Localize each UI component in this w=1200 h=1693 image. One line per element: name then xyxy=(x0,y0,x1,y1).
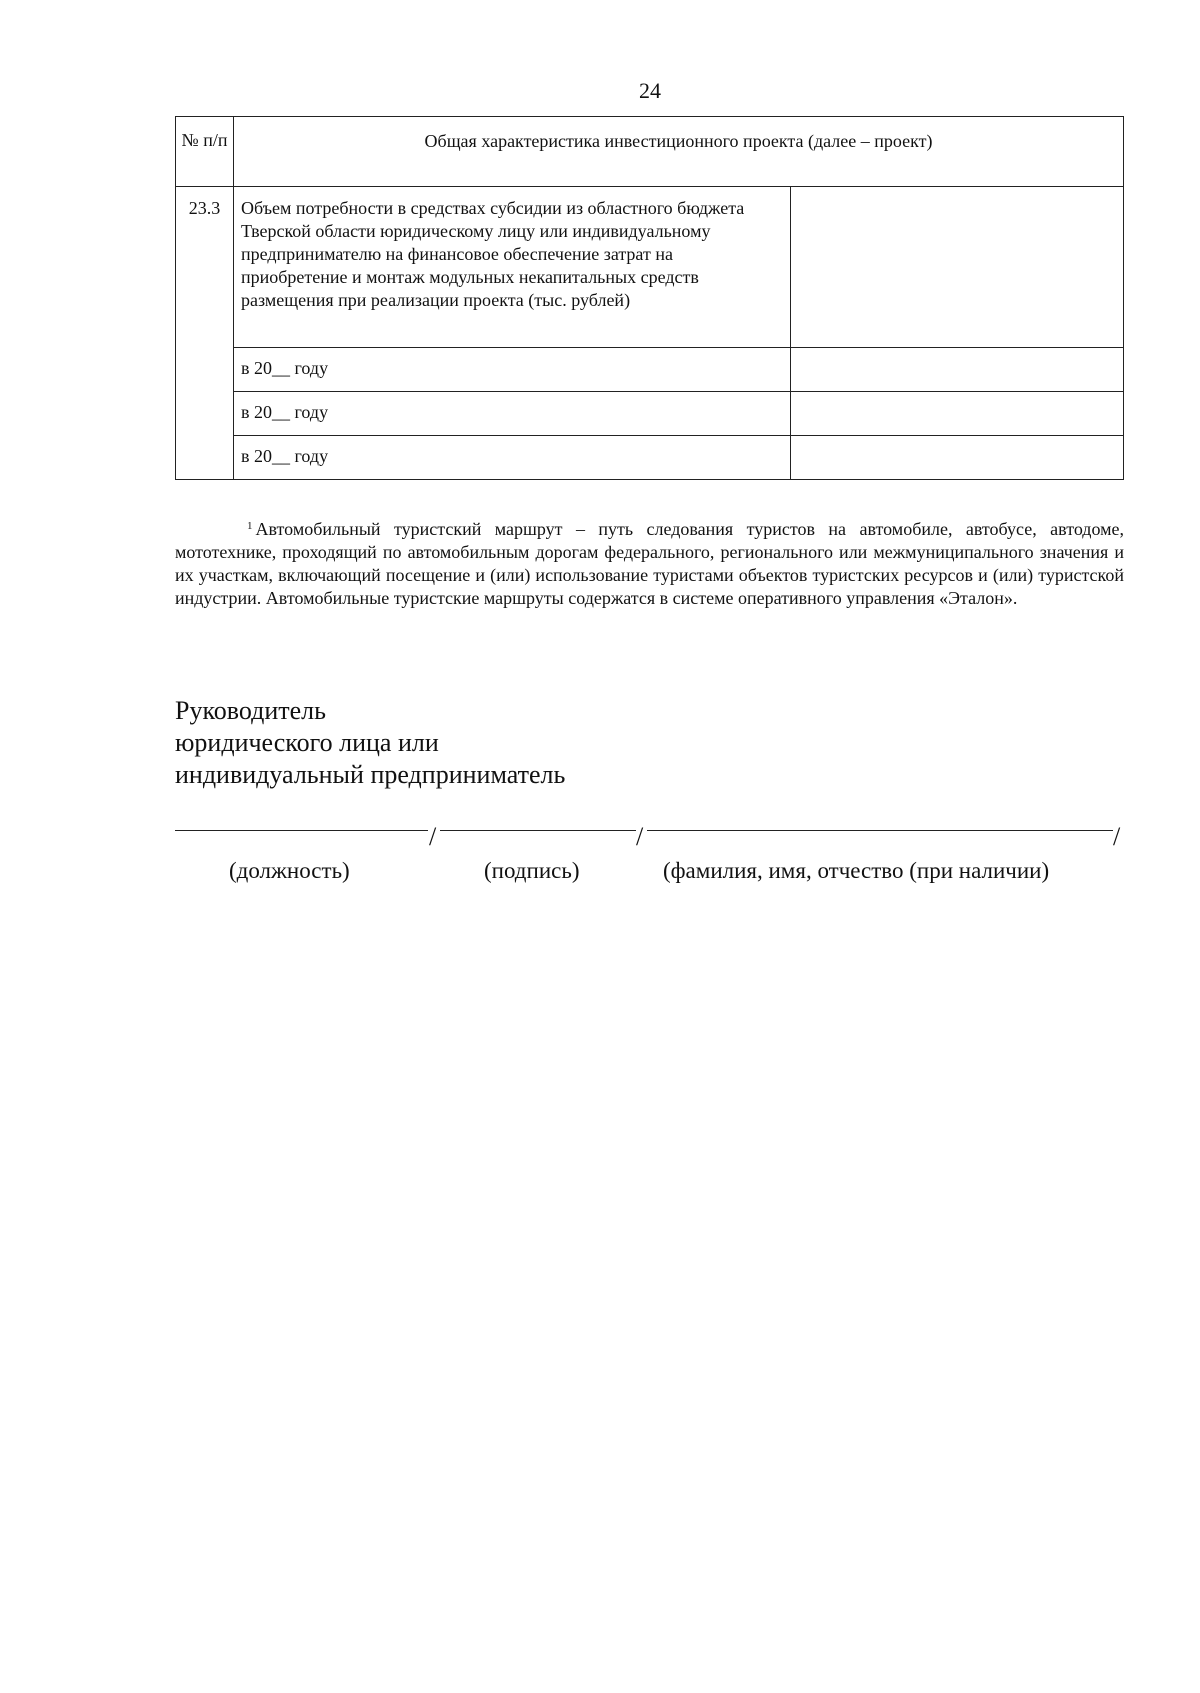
separator-slash: / xyxy=(636,822,644,851)
year-label: в 20__ году xyxy=(241,446,329,466)
separator-slash: / xyxy=(429,822,437,851)
position-field-line xyxy=(175,830,428,831)
row-description-cell xyxy=(234,187,791,348)
name-field-line xyxy=(647,830,1113,831)
signer-block xyxy=(175,695,565,791)
signer-line: индивидуальный предприниматель xyxy=(175,760,566,789)
header-title-cell xyxy=(234,117,1124,187)
year-label: в 20__ году xyxy=(241,358,329,378)
signature-caption: (подпись) xyxy=(484,858,580,883)
row-value-cell xyxy=(791,187,1124,348)
year-value-cell xyxy=(791,436,1124,480)
name-caption: (фамилия, имя, отчество (при наличии) xyxy=(663,858,1050,883)
year-label-cell xyxy=(234,348,791,392)
footnote xyxy=(175,515,1124,610)
footnote-marker: 1 xyxy=(247,520,253,532)
position-caption: (должность) xyxy=(229,858,350,883)
year-label-cell xyxy=(234,436,791,480)
header-title: Общая характеристика инвестиционного проекта (далее – проект) xyxy=(424,131,933,151)
row-num-cell xyxy=(176,187,234,480)
header-num-cell xyxy=(176,117,234,187)
footnote-text: Автомобильный туристский маршрут – путь следования туристов на автомобиле, автобусе, автодоме, мототехнике, проходящий по автомобильным дорогам федерального, регионального или межмуниципального значения и их участкам, включающий посещение и (или) использование туристами объектов туристских ресурсов и (или) туристской индустрии. Автомобильные туристские маршруты содержатся в системе оперативного управления «Эталон». xyxy=(175,519,1124,608)
year-value-cell xyxy=(791,348,1124,392)
table-row xyxy=(176,348,1124,392)
table-row xyxy=(176,392,1124,436)
row-num: 23.3 xyxy=(188,198,221,218)
header-num: № п/п xyxy=(181,130,228,150)
signer-line: юридического лица или xyxy=(175,728,439,757)
separator-slash: / xyxy=(1113,822,1121,851)
page-number: 24 xyxy=(639,78,661,103)
year-label: в 20__ году xyxy=(241,402,329,422)
signer-line: Руководитель xyxy=(175,696,326,725)
investment-table xyxy=(175,116,1124,480)
table-header-row xyxy=(176,117,1124,187)
table-row xyxy=(176,436,1124,480)
year-value-cell xyxy=(791,392,1124,436)
signature-field-line xyxy=(440,830,636,831)
row-description: Объем потребности в средствах субсидии из областного бюджета Тверской области юридическому лицу или индивидуальному предпринимателю на финансовое обеспечение затрат на приобретение и монтаж модульных некапитальных средств размещения при реализации проекта (тыс. рублей) xyxy=(241,198,745,310)
table-row xyxy=(176,187,1124,348)
year-label-cell xyxy=(234,392,791,436)
